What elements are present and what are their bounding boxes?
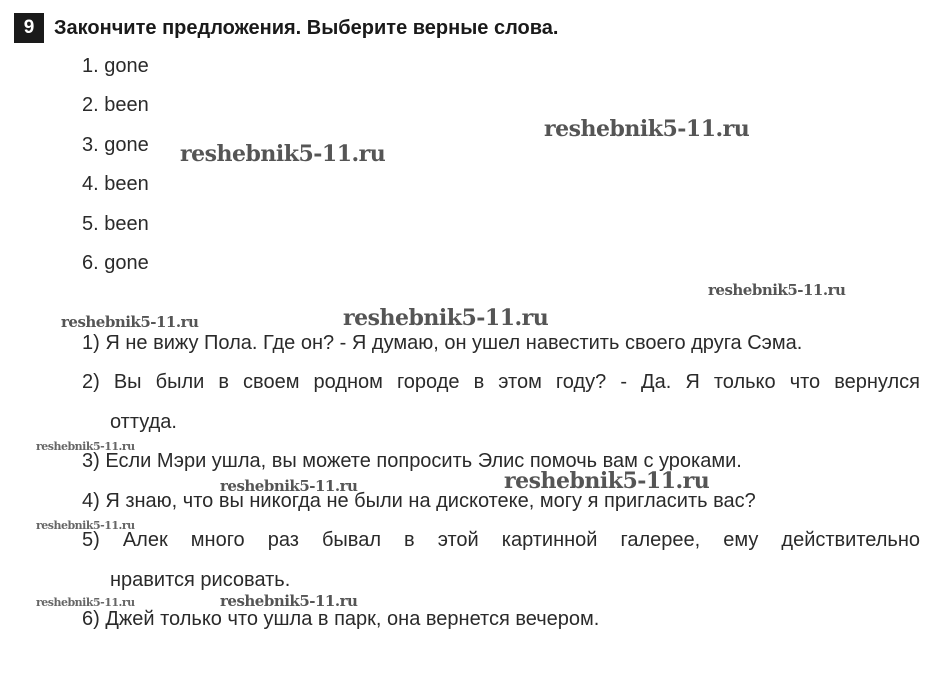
watermark: reshebnik5-11.ru — [36, 596, 135, 609]
answer-item-3: 3. gone — [82, 134, 149, 156]
watermark: reshebnik5-11.ru — [708, 281, 846, 299]
exercise-number-badge: 9 — [14, 13, 44, 43]
watermark: reshebnik5-11.ru — [220, 592, 358, 610]
sentence-5-continuation: нравится рисовать. — [110, 569, 291, 591]
exercise-instruction: Закончите предложения. Выберите верные слова. — [54, 17, 559, 39]
answer-item-5: 5. been — [82, 213, 149, 235]
watermark: reshebnik5-11.ru — [36, 519, 135, 532]
sentence-3: 3) Если Мэри ушла, вы можете попросить Элис помочь вам с уроками. — [82, 450, 742, 472]
watermark: reshebnik5-11.ru — [343, 305, 549, 331]
answer-item-1: 1. gone — [82, 55, 149, 77]
watermark: reshebnik5-11.ru — [220, 477, 358, 495]
sentence-2: 2) Вы были в своем родном городе в этом году? - Да. Я только что вернулся — [82, 371, 920, 393]
sentence-1: 1) Я не вижу Пола. Где он? - Я думаю, он ушел навестить своего друга Сэма. — [82, 332, 803, 354]
sentence-4: 4) Я знаю, что вы никогда не были на дискотеке, могу я пригласить вас? — [82, 490, 756, 512]
sentence-6: 6) Джей только что ушла в парк, она вернется вечером. — [82, 608, 600, 630]
sentence-2-continuation: оттуда. — [110, 411, 177, 433]
answer-item-6: 6. gone — [82, 252, 149, 274]
sentence-5: 5) Алек много раз бывал в этой картинной галерее, ему действительно — [82, 529, 920, 551]
watermark: reshebnik5-11.ru — [544, 116, 750, 142]
watermark: reshebnik5-11.ru — [61, 313, 199, 331]
answer-item-4: 4. been — [82, 173, 149, 195]
watermark: reshebnik5-11.ru — [180, 141, 386, 167]
answer-item-2: 2. been — [82, 94, 149, 116]
watermark: reshebnik5-11.ru — [36, 440, 135, 453]
watermark: reshebnik5-11.ru — [504, 468, 710, 494]
